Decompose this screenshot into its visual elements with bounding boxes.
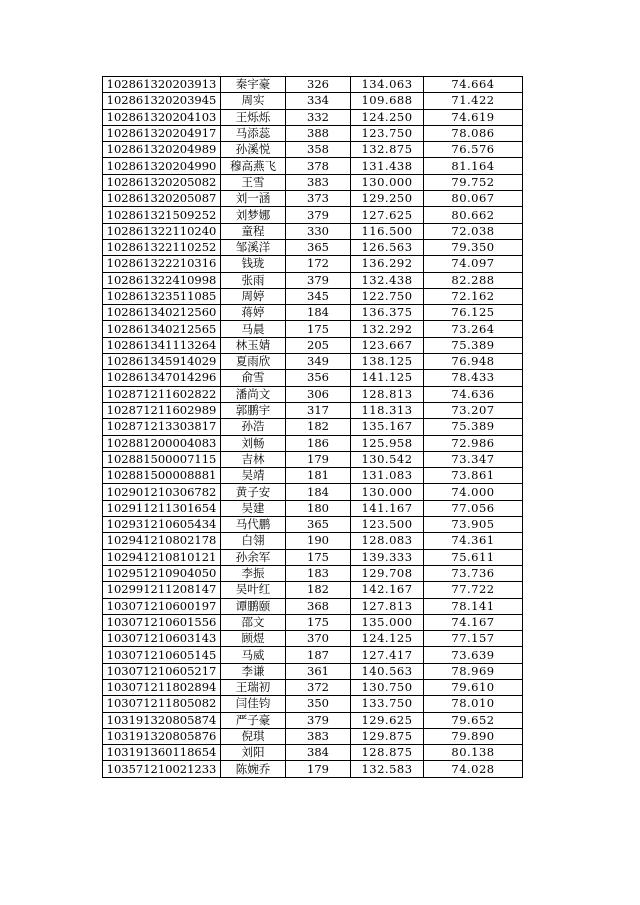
candidate-id-cell: 103191320805876 — [103, 728, 221, 744]
score-2-cell: 129.250 — [351, 191, 424, 207]
score-1-cell: 350 — [286, 696, 351, 712]
table-row — [103, 598, 523, 614]
score-1-cell: 345 — [286, 288, 351, 304]
candidate-id-cell: 102931210605434 — [103, 517, 221, 533]
candidate-name-cell: 周实 — [221, 93, 286, 109]
score-total-cell: 80.138 — [424, 745, 523, 761]
candidate-id-cell: 103071211805082 — [103, 696, 221, 712]
table-row — [103, 533, 523, 549]
candidate-name-cell: 孙余军 — [221, 549, 286, 565]
candidate-id-cell: 102941210810121 — [103, 549, 221, 565]
table-row — [103, 696, 523, 712]
table-row — [103, 631, 523, 647]
table-row — [103, 288, 523, 304]
score-total-cell: 74.097 — [424, 256, 523, 272]
candidate-id-cell: 102911211301654 — [103, 500, 221, 516]
candidate-name-cell: 吉林 — [221, 451, 286, 467]
score-total-cell: 80.662 — [424, 207, 523, 223]
table-row — [103, 125, 523, 141]
table-row — [103, 93, 523, 109]
candidate-name-cell: 王瑞初 — [221, 679, 286, 695]
candidate-name-cell: 马代鹏 — [221, 517, 286, 533]
score-2-cell: 127.813 — [351, 598, 424, 614]
score-total-cell: 75.389 — [424, 337, 523, 353]
candidate-name-cell: 蒋婷 — [221, 305, 286, 321]
score-total-cell: 72.162 — [424, 288, 523, 304]
table-row — [103, 305, 523, 321]
table-row — [103, 517, 523, 533]
candidate-id-cell: 102861345914029 — [103, 354, 221, 370]
candidate-name-cell: 张雨 — [221, 272, 286, 288]
score-1-cell: 383 — [286, 728, 351, 744]
table-row — [103, 239, 523, 255]
candidate-name-cell: 林玉婧 — [221, 337, 286, 353]
score-2-cell: 130.000 — [351, 174, 424, 190]
score-2-cell: 130.750 — [351, 679, 424, 695]
score-2-cell: 140.563 — [351, 663, 424, 679]
score-2-cell: 131.083 — [351, 468, 424, 484]
table-row — [103, 679, 523, 695]
table-row — [103, 207, 523, 223]
score-total-cell: 74.167 — [424, 614, 523, 630]
score-1-cell: 306 — [286, 386, 351, 402]
score-1-cell: 326 — [286, 77, 351, 93]
table-row — [103, 663, 523, 679]
score-1-cell: 187 — [286, 647, 351, 663]
candidate-name-cell: 邵文 — [221, 614, 286, 630]
score-2-cell: 135.167 — [351, 419, 424, 435]
score-2-cell: 142.167 — [351, 582, 424, 598]
score-2-cell: 132.875 — [351, 142, 424, 158]
score-2-cell: 141.167 — [351, 500, 424, 516]
candidate-id-cell: 102881200004083 — [103, 435, 221, 451]
table-row — [103, 321, 523, 337]
table-row — [103, 402, 523, 418]
score-2-cell: 129.625 — [351, 712, 424, 728]
candidate-name-cell: 王烁烁 — [221, 109, 286, 125]
score-2-cell: 141.125 — [351, 370, 424, 386]
score-total-cell: 77.157 — [424, 631, 523, 647]
score-2-cell: 125.958 — [351, 435, 424, 451]
table-row — [103, 109, 523, 125]
score-total-cell: 79.652 — [424, 712, 523, 728]
score-total-cell: 74.361 — [424, 533, 523, 549]
table-row — [103, 158, 523, 174]
candidate-name-cell: 李谦 — [221, 663, 286, 679]
score-1-cell: 379 — [286, 712, 351, 728]
score-total-cell: 79.752 — [424, 174, 523, 190]
score-2-cell: 128.813 — [351, 386, 424, 402]
candidate-name-cell: 马添蕊 — [221, 125, 286, 141]
candidate-id-cell: 102861340212565 — [103, 321, 221, 337]
candidate-name-cell: 孙溪悦 — [221, 142, 286, 158]
table-row — [103, 272, 523, 288]
candidate-name-cell: 马威 — [221, 647, 286, 663]
candidate-id-cell: 102861340212560 — [103, 305, 221, 321]
candidate-name-cell: 闫佳钧 — [221, 696, 286, 712]
table-row — [103, 500, 523, 516]
candidate-name-cell: 王雪 — [221, 174, 286, 190]
score-1-cell: 383 — [286, 174, 351, 190]
score-1-cell: 184 — [286, 484, 351, 500]
score-1-cell: 181 — [286, 468, 351, 484]
score-1-cell: 184 — [286, 305, 351, 321]
score-total-cell: 73.905 — [424, 517, 523, 533]
score-total-cell: 79.350 — [424, 239, 523, 255]
score-total-cell: 74.619 — [424, 109, 523, 125]
candidate-id-cell: 102861347014296 — [103, 370, 221, 386]
score-total-cell: 80.067 — [424, 191, 523, 207]
score-2-cell: 109.688 — [351, 93, 424, 109]
table-row — [103, 582, 523, 598]
candidate-id-cell: 102901210306782 — [103, 484, 221, 500]
table-row — [103, 728, 523, 744]
score-1-cell: 384 — [286, 745, 351, 761]
candidate-id-cell: 102941210802178 — [103, 533, 221, 549]
score-total-cell: 72.038 — [424, 223, 523, 239]
score-1-cell: 379 — [286, 272, 351, 288]
candidate-id-cell: 103071210605145 — [103, 647, 221, 663]
score-2-cell: 126.563 — [351, 239, 424, 255]
candidate-name-cell: 潘尚文 — [221, 386, 286, 402]
score-1-cell: 175 — [286, 614, 351, 630]
table-row — [103, 484, 523, 500]
candidate-name-cell: 谭鹏颐 — [221, 598, 286, 614]
table-row — [103, 565, 523, 581]
candidate-id-cell: 103191320805874 — [103, 712, 221, 728]
candidate-name-cell: 倪琪 — [221, 728, 286, 744]
score-total-cell: 77.056 — [424, 500, 523, 516]
score-1-cell: 370 — [286, 631, 351, 647]
score-2-cell: 135.000 — [351, 614, 424, 630]
candidate-id-cell: 103571210021233 — [103, 761, 221, 777]
score-2-cell: 124.125 — [351, 631, 424, 647]
candidate-name-cell: 黄子安 — [221, 484, 286, 500]
table-row — [103, 77, 523, 93]
candidate-name-cell: 刘梦娜 — [221, 207, 286, 223]
candidate-name-cell: 童程 — [221, 223, 286, 239]
candidate-name-cell: 吴叶红 — [221, 582, 286, 598]
score-2-cell: 123.500 — [351, 517, 424, 533]
candidate-id-cell: 103071210605217 — [103, 663, 221, 679]
score-total-cell: 76.948 — [424, 354, 523, 370]
candidate-id-cell: 102881500007115 — [103, 451, 221, 467]
score-1-cell: 365 — [286, 239, 351, 255]
score-2-cell: 129.708 — [351, 565, 424, 581]
candidate-name-cell: 夏雨欣 — [221, 354, 286, 370]
score-total-cell: 81.164 — [424, 158, 523, 174]
table-row — [103, 386, 523, 402]
score-2-cell: 123.750 — [351, 125, 424, 141]
score-1-cell: 317 — [286, 402, 351, 418]
score-2-cell: 123.667 — [351, 337, 424, 353]
candidate-id-cell: 102861320203945 — [103, 93, 221, 109]
candidate-id-cell: 103071211802894 — [103, 679, 221, 695]
score-total-cell: 79.890 — [424, 728, 523, 744]
score-1-cell: 349 — [286, 354, 351, 370]
candidate-id-cell: 102871211602822 — [103, 386, 221, 402]
candidate-id-cell: 103071210600197 — [103, 598, 221, 614]
candidate-id-cell: 102861320204103 — [103, 109, 221, 125]
score-2-cell: 132.292 — [351, 321, 424, 337]
score-1-cell: 330 — [286, 223, 351, 239]
score-total-cell: 74.664 — [424, 77, 523, 93]
score-1-cell: 379 — [286, 207, 351, 223]
score-total-cell: 82.288 — [424, 272, 523, 288]
score-1-cell: 388 — [286, 125, 351, 141]
table-row — [103, 174, 523, 190]
score-1-cell: 358 — [286, 142, 351, 158]
score-total-cell: 74.028 — [424, 761, 523, 777]
score-total-cell: 76.125 — [424, 305, 523, 321]
score-1-cell: 205 — [286, 337, 351, 353]
candidate-name-cell: 刘畅 — [221, 435, 286, 451]
score-2-cell: 128.875 — [351, 745, 424, 761]
candidate-name-cell: 刘阳 — [221, 745, 286, 761]
table-row — [103, 712, 523, 728]
candidate-id-cell: 102861322110252 — [103, 239, 221, 255]
candidate-id-cell: 103191360118654 — [103, 745, 221, 761]
candidate-id-cell: 102861320204989 — [103, 142, 221, 158]
score-2-cell: 134.063 — [351, 77, 424, 93]
candidate-id-cell: 102871211602989 — [103, 402, 221, 418]
score-1-cell: 183 — [286, 565, 351, 581]
score-2-cell: 118.313 — [351, 402, 424, 418]
score-total-cell: 77.722 — [424, 582, 523, 598]
candidate-id-cell: 102871213303817 — [103, 419, 221, 435]
score-2-cell: 136.292 — [351, 256, 424, 272]
score-2-cell: 136.375 — [351, 305, 424, 321]
candidate-id-cell: 102861320204917 — [103, 125, 221, 141]
score-total-cell: 78.010 — [424, 696, 523, 712]
score-2-cell: 133.750 — [351, 696, 424, 712]
candidate-id-cell: 103071210603143 — [103, 631, 221, 647]
score-total-cell: 73.207 — [424, 402, 523, 418]
score-1-cell: 372 — [286, 679, 351, 695]
score-1-cell: 332 — [286, 109, 351, 125]
candidate-name-cell: 吴建 — [221, 500, 286, 516]
table-row — [103, 435, 523, 451]
score-total-cell: 73.347 — [424, 451, 523, 467]
candidate-name-cell: 周婷 — [221, 288, 286, 304]
score-1-cell: 172 — [286, 256, 351, 272]
score-total-cell: 79.610 — [424, 679, 523, 695]
score-2-cell: 129.875 — [351, 728, 424, 744]
candidate-id-cell: 102951210904050 — [103, 565, 221, 581]
score-total-cell: 73.639 — [424, 647, 523, 663]
candidate-name-cell: 马晨 — [221, 321, 286, 337]
table-row — [103, 337, 523, 353]
candidate-name-cell: 孙浩 — [221, 419, 286, 435]
score-1-cell: 186 — [286, 435, 351, 451]
candidate-name-cell: 严子豪 — [221, 712, 286, 728]
score-1-cell: 378 — [286, 158, 351, 174]
score-table-body — [103, 77, 523, 778]
score-total-cell: 75.389 — [424, 419, 523, 435]
candidate-id-cell: 102861322110240 — [103, 223, 221, 239]
score-1-cell: 179 — [286, 761, 351, 777]
score-total-cell: 78.141 — [424, 598, 523, 614]
candidate-name-cell: 李振 — [221, 565, 286, 581]
candidate-id-cell: 103071210601556 — [103, 614, 221, 630]
candidate-id-cell: 102881500008881 — [103, 468, 221, 484]
score-total-cell: 72.986 — [424, 435, 523, 451]
candidate-name-cell: 郭鹏宇 — [221, 402, 286, 418]
candidate-name-cell: 陈婉乔 — [221, 761, 286, 777]
table-row — [103, 256, 523, 272]
score-2-cell: 127.417 — [351, 647, 424, 663]
score-1-cell: 334 — [286, 93, 351, 109]
table-row — [103, 647, 523, 663]
candidate-name-cell: 钱珑 — [221, 256, 286, 272]
score-2-cell: 138.125 — [351, 354, 424, 370]
table-row — [103, 761, 523, 777]
score-total-cell: 78.433 — [424, 370, 523, 386]
score-2-cell: 139.333 — [351, 549, 424, 565]
table-row — [103, 549, 523, 565]
candidate-name-cell: 邹溪洋 — [221, 239, 286, 255]
table-row — [103, 451, 523, 467]
score-1-cell: 368 — [286, 598, 351, 614]
score-2-cell: 132.438 — [351, 272, 424, 288]
score-1-cell: 179 — [286, 451, 351, 467]
score-total-cell: 73.861 — [424, 468, 523, 484]
score-1-cell: 175 — [286, 549, 351, 565]
candidate-id-cell: 102861341113264 — [103, 337, 221, 353]
candidate-id-cell: 102861322410998 — [103, 272, 221, 288]
score-total-cell: 73.264 — [424, 321, 523, 337]
candidate-id-cell: 102861323511085 — [103, 288, 221, 304]
score-total-cell: 78.086 — [424, 125, 523, 141]
candidate-id-cell: 102861320203913 — [103, 77, 221, 93]
score-2-cell: 128.083 — [351, 533, 424, 549]
candidate-id-cell: 102861320205082 — [103, 174, 221, 190]
candidate-name-cell: 穆高燕飞 — [221, 158, 286, 174]
table-row — [103, 191, 523, 207]
table-row — [103, 223, 523, 239]
score-1-cell: 373 — [286, 191, 351, 207]
candidate-name-cell: 秦宇豪 — [221, 77, 286, 93]
table-row — [103, 614, 523, 630]
candidate-name-cell: 顾煜 — [221, 631, 286, 647]
score-1-cell: 175 — [286, 321, 351, 337]
score-total-cell: 73.736 — [424, 565, 523, 581]
table-row — [103, 354, 523, 370]
candidate-id-cell: 102861320205087 — [103, 191, 221, 207]
candidate-id-cell: 102861321509252 — [103, 207, 221, 223]
score-total-cell: 71.422 — [424, 93, 523, 109]
score-2-cell: 131.438 — [351, 158, 424, 174]
score-1-cell: 182 — [286, 419, 351, 435]
candidate-name-cell: 白翎 — [221, 533, 286, 549]
score-2-cell: 132.583 — [351, 761, 424, 777]
table-row — [103, 142, 523, 158]
score-total-cell: 74.000 — [424, 484, 523, 500]
score-2-cell: 127.625 — [351, 207, 424, 223]
score-1-cell: 182 — [286, 582, 351, 598]
score-total-cell: 78.969 — [424, 663, 523, 679]
score-1-cell: 365 — [286, 517, 351, 533]
candidate-name-cell: 刘一涵 — [221, 191, 286, 207]
candidate-name-cell: 吴靖 — [221, 468, 286, 484]
score-1-cell: 190 — [286, 533, 351, 549]
score-table — [102, 76, 523, 778]
score-2-cell: 122.750 — [351, 288, 424, 304]
table-row — [103, 370, 523, 386]
score-2-cell: 124.250 — [351, 109, 424, 125]
candidate-id-cell: 102991211208147 — [103, 582, 221, 598]
score-2-cell: 116.500 — [351, 223, 424, 239]
score-1-cell: 180 — [286, 500, 351, 516]
score-1-cell: 356 — [286, 370, 351, 386]
score-1-cell: 361 — [286, 663, 351, 679]
candidate-name-cell: 俞雪 — [221, 370, 286, 386]
table-row — [103, 745, 523, 761]
score-2-cell: 130.542 — [351, 451, 424, 467]
score-total-cell: 76.576 — [424, 142, 523, 158]
table-row — [103, 468, 523, 484]
score-total-cell: 74.636 — [424, 386, 523, 402]
table-row — [103, 419, 523, 435]
candidate-id-cell: 102861320204990 — [103, 158, 221, 174]
score-2-cell: 130.000 — [351, 484, 424, 500]
candidate-id-cell: 102861322210316 — [103, 256, 221, 272]
score-total-cell: 75.611 — [424, 549, 523, 565]
